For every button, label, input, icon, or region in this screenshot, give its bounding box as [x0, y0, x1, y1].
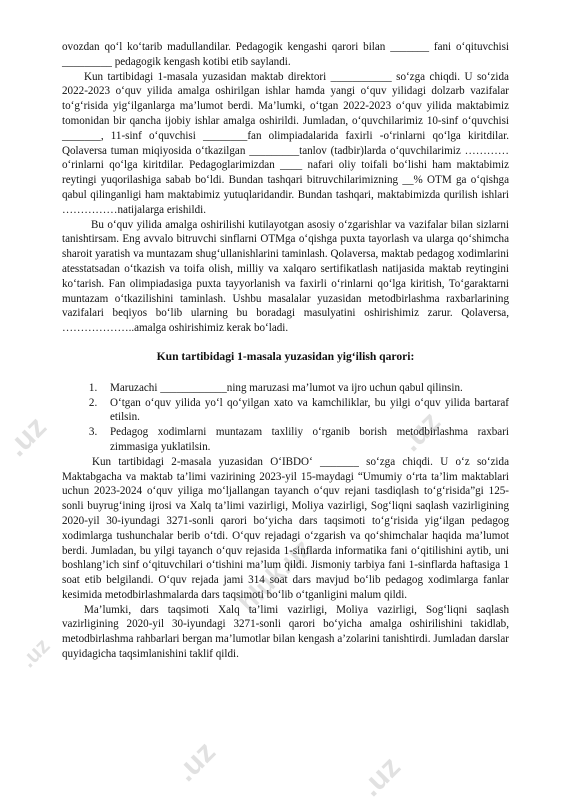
- document-page: [62, 40, 509, 662]
- paragraph: Kun tartibidagi 2-masala yuzasidan O‘IBDO‘ _______ so‘zga chiqdi. U o‘z so‘zida Maktabgacha va maktab ta’limi vazirining 2023-yil 15-maydagi “Umumiy o‘rta ta’lim maktablari uchun 2023-2024 o‘quv yiliga mo‘ljallangan tayanch o‘quv rejani tasdiqlash to‘g‘risida”gi 125-sonli buyrug‘ining ijrosi va Xalq ta’limi vazirligi, Moliya vazirligi, Sog‘liqni saqlash vazirligining 2020-yil 30-iyundagi 3271-sonli qarori bo‘yicha dars taqsimoti to‘g‘risida yig‘ilgan pedagog xodimlarga tushunchalar berib o‘tdi. O‘quv rejadagi o‘zgarish va qo‘shimchalar haqida ma’lumot berdi. Jumladan, bu yilgi tayanch o‘quv rejasida 1-sinflarda informatika fani o‘qitilishini aytib, uni boshlang’ich sinf o‘qituvchilari o‘tishini ma’lum qildi. Jismoniy tarbiya fani 1-sinflarda haftasiga 1 soat etib belgilandi. O‘quv rejada jami 314 soat dars mavjud bo‘lib pedagog xodimlarga fanlar kesimida metodbirlashmalarda dars taqsimoti bo‘lib o‘tganligini malum qildi.: [62, 455, 509, 601]
- watermark: hluk.uz: [232, 532, 317, 618]
- paragraph: Bu o‘quv yilida amalga oshirilishi kutilayotgan asosiy o‘zgarishlar va vazifalar bilan sizlarni tanishtirsam. Eng avvalo bitruvchi sinflarni OTMga o‘qishga puxta tayorlash va ularga qo‘shimcha sharoit yaratish va muntazam shug‘ullanishlarini taminlash. Qolaversa, maktab pedagog xodimlarini atesstatsadan o‘tkazish va toifa olish, milliy va xalqaro sertifikatlash natijasida maktab reytingini ko‘tarish. Fan olimpiadasiga puxta tayyorlanish va faxirli o‘rinlarni qo‘lga kiritish, To‘garaktarni muntazam o‘tkazilishini taminlash. Ushbu masalalar yuzasidan metodbirlashma raxbarlarining vazifalari beqiyos bo‘lib ularning bu boradagi masulyatini oshirishimiz zarur. Qolaversa, ………………..amalga oshirishimiz kerak bo‘ladi.: [62, 218, 509, 335]
- paragraph: Kun tartibidagi 1-masala yuzasidan maktab direktori ___________ so‘zga chiqdi. U so‘zida 2022-2023 o‘quv yilida amalga oshirilgan ishlar hamda yangi o‘quv yilidagi dolzarb vazifalar to‘g‘risida yig‘ilganlarga ma’lumot berdi. Ma’lumki, o‘tgan 2022-2023 o‘quv yilida maktabimiz tomonidan bir qancha ijobiy ishlar amalga oshirildi. Jumladan, o‘quvchilarimiz 10-sinf o‘quvchisi _______, 11-sinf o‘quvchisi ________fan olimpiadalarida faxirli -o‘rinlarni qo‘lga kiritdilar. Qolaversa tuman miqiyosida o‘tkazilgan _________tanlov (tadbir)larda o‘quvchilarimiz ………… o‘rinlarni qo‘lga kiritdilar. Pedagoglarimizdan ____ nafari oliy toifali bo‘lishi ham maktabimiz reytingi yuqorilashiga sabab bo‘ldi. Bundan tashqari bitruvchilarimizning __% OTM ga o‘qishga qabul qilinganligi ham maktabimiz yutuqlaridandir. Bundan tashqari, maktabimizda qurilish ishlari ……………natijalarga erishildi.: [62, 70, 509, 216]
- watermark: .uz: [0, 410, 53, 464]
- paragraph: ovozdan qo‘l ko‘tarib madullandilar. Pedagogik kengashi qarori bilan _______ fani o‘qituvchisi _________ pedagogik kengash kotibi etib saylandi.: [62, 41, 509, 68]
- decision-list: [62, 381, 509, 455]
- watermark: .uz: [169, 735, 222, 789]
- section-heading: Kun tartibidagi 1-masala yuzasidan yig‘ilish qarori:: [156, 349, 415, 363]
- list-item: 1. Maruzachi ____________ning maruzasi ma’lumot va ijro uchun qabul qilinsin.: [100, 381, 509, 396]
- watermark: .uz: [15, 633, 55, 673]
- list-item: 2. O‘tgan o‘quv yilida yo‘l qo‘yilgan xato va kamchiliklar, bu yilgi o‘quv yilida bartaraf etilsin.: [100, 396, 509, 426]
- watermark: .uz: [394, 405, 447, 459]
- list-item: 3. Pedagog xodimlarni muntazam taxliliy o‘rganib borish metodbirlashma raxbari zimmasiga yuklatilsin.: [100, 425, 509, 455]
- watermark: .uz: [354, 750, 407, 804]
- paragraph: Ma’lumki, dars taqsimoti Xalq ta’limi vazirligi, Moliya vazirligi, Sog‘liqni saqlash vazirligining 2020-yil 30-iyundagi 3271-sonli qarori bo‘yicha amalga oshirilishini takidlab, metodbirlashma rahbarlari bergan ma’lumotlar bilan kengash a’zolarini tanishtirdi. Jumladan darslar quyidagicha taqsimlanishini taklif qildi.: [62, 603, 509, 661]
